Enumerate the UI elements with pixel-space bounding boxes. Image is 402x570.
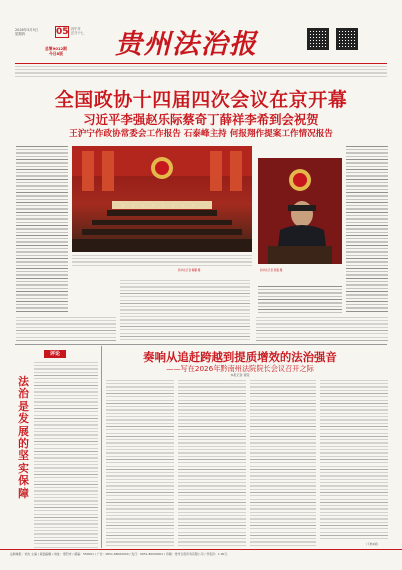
article2-column-2: [178, 380, 246, 548]
article2-column-3: [250, 380, 316, 548]
main-headline: 全国政协十四届四次会议在京开幕: [54, 89, 348, 111]
lunar-date: [71, 27, 84, 35]
speaker-image: [258, 158, 342, 264]
photo-caption: [72, 255, 252, 267]
page-count: 今日8版: [48, 51, 63, 56]
lunar-day: 正月十七: [71, 31, 84, 35]
conference-hall-image: [72, 146, 252, 252]
dateline: [15, 28, 38, 36]
article-column-left: [16, 146, 68, 314]
footer-rule: [0, 549, 402, 550]
footer-info: 法制晚报：刘杰 主编 / 版面编辑 / 地址：贵阳市 / 邮编：550001 / 广告：0851-86000000 / 发行：0851-86000001 / 印刷：贵州日报印务有限公司 / 零售价：1.00元: [10, 552, 228, 556]
qr-code-icon: [307, 28, 329, 50]
issue-badge: 05: [56, 27, 69, 37]
sub-headline-2: 王沪宁作政协常委会工作报告 石泰峰主持 何报翔作提案工作情况报告: [69, 129, 333, 139]
article2-title: 奏响从追赶跨越到提质增效的法治强音: [143, 350, 337, 364]
photo-credit-right: 新华社记者 燕雁 摄: [260, 269, 283, 272]
article2-subtitle: ——写在2026年黔南州法院院长会议召开之际: [166, 364, 314, 373]
sub-headline: 习近平李强赵乐际蔡奇丁薛祥李希到会祝贺: [83, 112, 319, 127]
continued-note: (下转2版): [366, 542, 379, 546]
weekday-line: 星期四: [15, 32, 26, 36]
article-column-right-lower: [258, 286, 342, 314]
photo-credit-left: 新华社记者 鞠鹏 摄: [178, 269, 201, 272]
article2-byline: 本报记者 谭莹: [230, 373, 250, 377]
masthead-ticker: [15, 66, 387, 78]
commentary-text: [34, 362, 98, 548]
issue-info: [45, 46, 67, 56]
masthead-rule: [15, 63, 387, 64]
article-text-block: [120, 280, 250, 340]
date-line: 2026年3月5日: [15, 28, 39, 32]
qr-code-icon: [336, 28, 358, 50]
serial-number: 总第9012期: [45, 46, 67, 51]
conference-photo: [72, 146, 252, 252]
article-text-block: [16, 317, 116, 341]
commentary-title: 法治是发展的坚实保障: [18, 375, 29, 500]
article2-column-4: [320, 380, 388, 540]
speaker-photo: [258, 158, 342, 264]
article2-column-1: [106, 380, 174, 548]
lunar-year: 丙午年: [71, 27, 81, 31]
article-text-block: [256, 317, 388, 341]
article-column-right: [346, 146, 388, 314]
column-divider: [101, 346, 102, 548]
commentary-tag: 评论: [44, 350, 66, 358]
section-divider: [15, 344, 387, 345]
paper-masthead: 贵州法治报: [115, 29, 258, 60]
